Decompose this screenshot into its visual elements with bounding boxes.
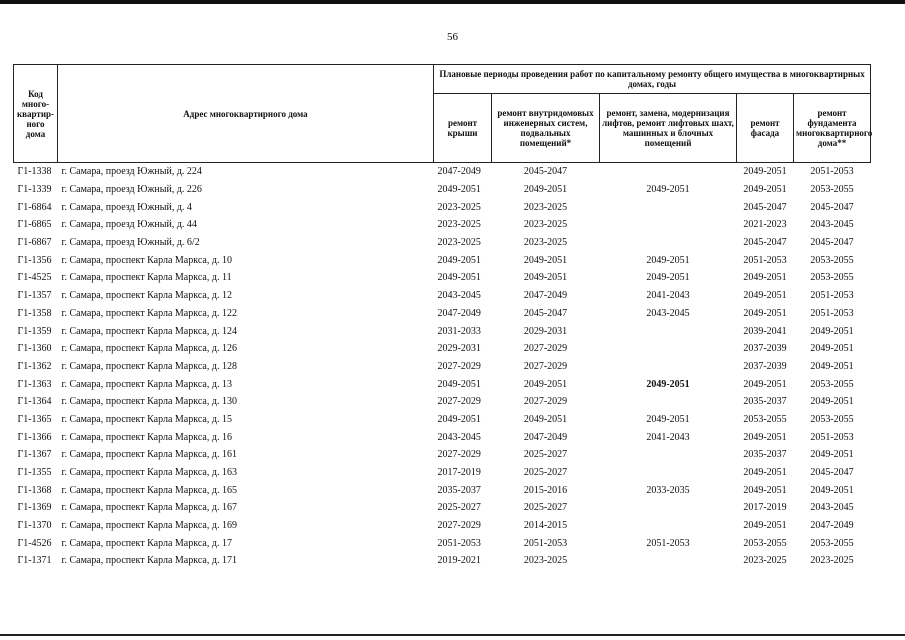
cell-code: Г1-1371 — [17, 555, 52, 567]
cell-foundation: 2051-2053 — [810, 290, 854, 302]
cell-lift — [600, 234, 737, 252]
cell-facade: 2021-2023 — [743, 219, 787, 231]
cell-code: Г1-6867 — [17, 237, 52, 249]
table-row — [14, 499, 871, 517]
cell-systems: 2047-2049 — [523, 290, 568, 302]
cell-facade: 2049-2051 — [743, 307, 787, 319]
table-row — [14, 234, 871, 252]
cell-code: Г1-1365 — [17, 413, 52, 425]
cell-systems: 2027-2029 — [523, 343, 568, 355]
cell-code: Г1-1363 — [17, 378, 52, 390]
cell-code: Г1-1355 — [17, 467, 52, 479]
table-row — [14, 375, 871, 393]
cell-address: г. Самара, проспект Карла Маркса, д. 10 — [61, 254, 232, 266]
cell-code: Г1-1366 — [17, 431, 52, 443]
cell-facade: 2049-2051 — [743, 520, 787, 532]
cell-foundation: 2053-2055 — [810, 254, 854, 266]
cell-systems: 2049-2051 — [523, 272, 568, 284]
cell-address: г. Самара, проспект Карла Маркса, д. 16 — [61, 431, 232, 443]
cell-systems: 2023-2025 — [523, 555, 568, 567]
cell-roof: 2019-2021 — [437, 555, 481, 567]
cell-lift — [600, 358, 737, 376]
header-systems: ремонт внутридомовых инженерных систем, подвальных помещений* — [492, 94, 600, 163]
cell-code: Г1-1362 — [17, 360, 52, 372]
table-row — [14, 411, 871, 429]
cell-roof: 2049-2051 — [437, 184, 481, 196]
cell-facade: 2037-2039 — [743, 343, 787, 355]
cell-systems: 2014-2015 — [523, 520, 568, 532]
cell-systems: 2049-2051 — [523, 254, 568, 266]
cell-foundation: 2049-2051 — [810, 449, 854, 461]
cell-address: г. Самара, проспект Карла Маркса, д. 169 — [61, 520, 237, 532]
cell-address: г. Самара, проспект Карла Маркса, д. 126 — [61, 343, 237, 355]
cell-address: г. Самара, проспект Карла Маркса, д. 167 — [61, 502, 237, 514]
cell-facade: 2045-2047 — [743, 237, 787, 249]
cell-systems: 2047-2049 — [523, 431, 568, 443]
cell-lift: 2041-2043 — [646, 290, 690, 302]
cell-facade: 2049-2051 — [743, 431, 787, 443]
cell-address: г. Самара, проспект Карла Маркса, д. 163 — [61, 467, 237, 479]
cell-code: Г1-1360 — [17, 343, 52, 355]
table-row — [14, 393, 871, 411]
cell-address: г. Самара, проспект Карла Маркса, д. 15 — [61, 413, 232, 425]
cell-systems: 2045-2047 — [523, 307, 568, 319]
cell-address: г. Самара, проспект Карла Маркса, д. 12 — [61, 290, 232, 302]
table-row — [14, 322, 871, 340]
cell-foundation: 2047-2049 — [810, 520, 854, 532]
cell-roof: 2049-2051 — [437, 272, 481, 284]
cell-roof: 2027-2029 — [437, 396, 481, 408]
cell-systems: 2025-2027 — [523, 449, 568, 461]
cell-roof: 2029-2031 — [437, 343, 481, 355]
repair-schedule-table — [13, 64, 871, 570]
table-row — [14, 181, 871, 199]
cell-lift — [600, 340, 737, 358]
cell-address: г. Самара, проезд Южный, д. 224 — [61, 166, 202, 178]
cell-lift — [600, 393, 737, 411]
cell-foundation: 2043-2045 — [810, 219, 854, 231]
cell-code: Г1-4525 — [17, 272, 52, 284]
table-body — [14, 163, 871, 570]
cell-code: Г1-6864 — [17, 201, 52, 213]
cell-foundation: 2053-2055 — [810, 413, 854, 425]
cell-lift — [600, 552, 737, 570]
cell-address: г. Самара, проспект Карла Маркса, д. 128 — [61, 360, 237, 372]
cell-lift: 2049-2051 — [646, 378, 690, 390]
cell-address: г. Самара, проспект Карла Маркса, д. 17 — [61, 537, 232, 549]
page-number: 56 — [447, 31, 458, 43]
cell-code: Г1-1368 — [17, 484, 52, 496]
cell-roof: 2049-2051 — [437, 378, 481, 390]
cell-foundation: 2049-2051 — [810, 325, 854, 337]
cell-foundation: 2053-2055 — [810, 378, 854, 390]
cell-roof: 2027-2029 — [437, 360, 481, 372]
cell-lift: 2049-2051 — [646, 254, 690, 266]
cell-facade: 2053-2055 — [743, 537, 787, 549]
cell-code: Г1-1369 — [17, 502, 52, 514]
table-row — [14, 305, 871, 323]
cell-lift — [600, 464, 737, 482]
cell-code: Г1-1358 — [17, 307, 52, 319]
table-row — [14, 269, 871, 287]
cell-lift — [600, 446, 737, 464]
cell-facade: 2049-2051 — [743, 467, 787, 479]
cell-code: Г1-1370 — [17, 520, 52, 532]
cell-lift — [600, 517, 737, 535]
cell-address: г. Самара, проспект Карла Маркса, д. 165 — [61, 484, 237, 496]
cell-systems: 2051-2053 — [523, 537, 568, 549]
cell-systems: 2049-2051 — [523, 413, 568, 425]
cell-roof: 2027-2029 — [437, 449, 481, 461]
cell-facade: 2045-2047 — [743, 201, 787, 213]
cell-systems: 2023-2025 — [523, 237, 568, 249]
cell-facade: 2037-2039 — [743, 360, 787, 372]
cell-roof: 2049-2051 — [437, 254, 481, 266]
cell-roof: 2025-2027 — [437, 502, 481, 514]
cell-code: Г1-1364 — [17, 396, 52, 408]
cell-lift — [600, 216, 737, 234]
cell-roof: 2047-2049 — [437, 166, 481, 178]
cell-address: г. Самара, проспект Карла Маркса, д. 130 — [61, 396, 237, 408]
cell-lift: 2051-2053 — [646, 537, 690, 549]
cell-foundation: 2049-2051 — [810, 484, 854, 496]
cell-lift — [600, 163, 737, 181]
cell-foundation: 2023-2025 — [810, 555, 854, 567]
table-row — [14, 464, 871, 482]
cell-roof: 2035-2037 — [437, 484, 481, 496]
cell-code: Г1-1338 — [17, 166, 52, 178]
cell-lift: 2043-2045 — [646, 307, 690, 319]
cell-systems: 2015-2016 — [523, 484, 568, 496]
cell-roof: 2023-2025 — [437, 237, 481, 249]
header-planned-periods: Плановые периоды проведения работ по капитальному ремонту общего имущества в многоквартирных домах, годы — [434, 65, 871, 94]
cell-facade: 2017-2019 — [743, 502, 787, 514]
cell-address: г. Самара, проезд Южный, д. 44 — [61, 219, 197, 231]
cell-roof: 2027-2029 — [437, 520, 481, 532]
table-row — [14, 287, 871, 305]
table-header — [14, 65, 871, 163]
cell-lift — [600, 322, 737, 340]
cell-foundation: 2049-2051 — [810, 343, 854, 355]
cell-code: Г1-1339 — [17, 184, 52, 196]
table-row — [14, 428, 871, 446]
cell-foundation: 2053-2055 — [810, 272, 854, 284]
table-row — [14, 481, 871, 499]
cell-systems: 2025-2027 — [523, 467, 568, 479]
header-lift: ремонт, замена, модернизация лифтов, ремонт лифтовых шахт, машинных и блочных помещений — [600, 94, 737, 163]
cell-code: Г1-1367 — [17, 449, 52, 461]
repair-schedule-table-container — [13, 64, 873, 570]
cell-foundation: 2045-2047 — [810, 237, 854, 249]
header-address: Адрес многоквартирного дома — [58, 65, 434, 163]
cell-lift: 2049-2051 — [646, 184, 690, 196]
cell-roof: 2043-2045 — [437, 431, 481, 443]
table-row — [14, 163, 871, 181]
cell-roof: 2049-2051 — [437, 413, 481, 425]
cell-address: г. Самара, проспект Карла Маркса, д. 11 — [61, 272, 232, 284]
cell-foundation: 2053-2055 — [810, 184, 854, 196]
cell-lift: 2033-2035 — [646, 484, 690, 496]
cell-systems: 2025-2027 — [523, 502, 568, 514]
cell-systems: 2045-2047 — [523, 166, 568, 178]
cell-facade: 2035-2037 — [743, 396, 787, 408]
cell-lift: 2041-2043 — [646, 431, 690, 443]
cell-address: г. Самара, проезд Южный, д. 226 — [61, 184, 202, 196]
cell-foundation: 2051-2053 — [810, 166, 854, 178]
table-row — [14, 534, 871, 552]
cell-code: Г1-1356 — [17, 254, 52, 266]
cell-facade: 2049-2051 — [743, 166, 787, 178]
cell-facade: 2049-2051 — [743, 184, 787, 196]
cell-facade: 2049-2051 — [743, 378, 787, 390]
cell-systems: 2029-2031 — [523, 325, 568, 337]
cell-address: г. Самара, проезд Южный, д. 4 — [61, 201, 192, 213]
cell-lift: 2049-2051 — [646, 413, 690, 425]
cell-facade: 2035-2037 — [743, 449, 787, 461]
cell-facade: 2053-2055 — [743, 413, 787, 425]
table-row — [14, 216, 871, 234]
cell-facade: 2049-2051 — [743, 290, 787, 302]
cell-address: г. Самара, проспект Карла Маркса, д. 122 — [61, 307, 237, 319]
cell-lift: 2049-2051 — [646, 272, 690, 284]
header-foundation: ремонт фундамента многоквартирного дома** — [794, 94, 871, 163]
header-code: Код много-квартир-ного дома — [14, 65, 58, 163]
cell-roof: 2017-2019 — [437, 467, 481, 479]
table-row — [14, 340, 871, 358]
cell-lift — [600, 198, 737, 216]
top-border-rule — [0, 0, 905, 4]
cell-foundation: 2049-2051 — [810, 396, 854, 408]
cell-address: г. Самара, проспект Карла Маркса, д. 124 — [61, 325, 237, 337]
cell-code: Г1-1357 — [17, 290, 52, 302]
table-row — [14, 358, 871, 376]
cell-systems: 2027-2029 — [523, 396, 568, 408]
cell-roof: 2051-2053 — [437, 537, 481, 549]
cell-address: г. Самара, проспект Карла Маркса, д. 13 — [61, 378, 232, 390]
cell-address: г. Самара, проезд Южный, д. 6/2 — [61, 237, 200, 249]
cell-roof: 2023-2025 — [437, 219, 481, 231]
cell-foundation: 2049-2051 — [810, 360, 854, 372]
table-row — [14, 552, 871, 570]
cell-systems: 2023-2025 — [523, 201, 568, 213]
header-roof: ремонт крыши — [434, 94, 492, 163]
cell-foundation: 2043-2045 — [810, 502, 854, 514]
cell-foundation: 2053-2055 — [810, 537, 854, 549]
cell-code: Г1-6865 — [17, 219, 52, 231]
cell-address: г. Самара, проспект Карла Маркса, д. 171 — [61, 555, 237, 567]
table-row — [14, 517, 871, 535]
cell-foundation: 2051-2053 — [810, 307, 854, 319]
cell-foundation: 2051-2053 — [810, 431, 854, 443]
cell-facade: 2039-2041 — [743, 325, 787, 337]
table-row — [14, 251, 871, 269]
cell-roof: 2043-2045 — [437, 290, 481, 302]
cell-facade: 2051-2053 — [743, 254, 787, 266]
cell-facade: 2049-2051 — [743, 272, 787, 284]
cell-code: Г1-1359 — [17, 325, 52, 337]
cell-systems: 2027-2029 — [523, 360, 568, 372]
table-row — [14, 198, 871, 216]
cell-facade: 2049-2051 — [743, 484, 787, 496]
cell-address: г. Самара, проспект Карла Маркса, д. 161 — [61, 449, 237, 461]
cell-code: Г1-4526 — [17, 537, 52, 549]
bottom-border-rule — [0, 634, 905, 636]
header-facade: ремонт фасада — [737, 94, 794, 163]
cell-systems: 2023-2025 — [523, 219, 568, 231]
cell-roof: 2023-2025 — [437, 201, 481, 213]
cell-roof: 2047-2049 — [437, 307, 481, 319]
cell-systems: 2049-2051 — [523, 184, 568, 196]
cell-lift — [600, 499, 737, 517]
cell-foundation: 2045-2047 — [810, 467, 854, 479]
cell-foundation: 2045-2047 — [810, 201, 854, 213]
cell-facade: 2023-2025 — [743, 555, 787, 567]
table-row — [14, 446, 871, 464]
cell-roof: 2031-2033 — [437, 325, 481, 337]
cell-systems: 2049-2051 — [523, 378, 568, 390]
